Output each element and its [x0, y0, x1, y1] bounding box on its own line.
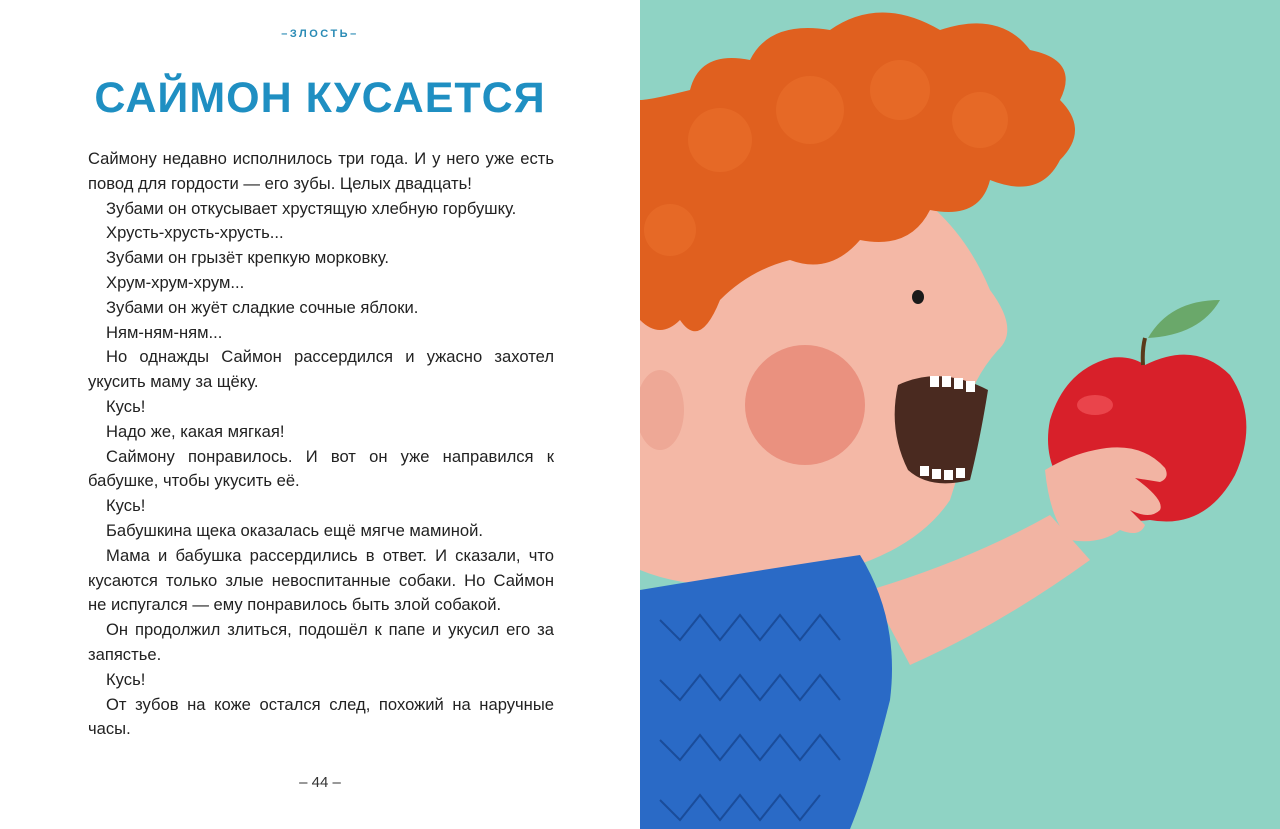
hair-curl: [870, 60, 930, 120]
tooth: [942, 376, 951, 387]
paragraph: Мама и бабушка рассердились в ответ. И сказали, что кусаются только злые невоспитанные собаки. Но Саймон не испугался — ему понравилось быть злой собакой.: [88, 545, 554, 615]
tooth: [920, 466, 929, 476]
tooth: [944, 470, 953, 480]
hair-curl: [952, 92, 1008, 148]
paragraph: Но однажды Саймон рассердился и ужасно захотел укусить маму за щёку.: [88, 347, 554, 392]
tooth: [930, 376, 939, 387]
hair-curl: [776, 76, 844, 144]
paragraph: Кусь!: [106, 496, 146, 516]
story-text: [88, 147, 554, 742]
hair-curl: [644, 204, 696, 256]
hair-curl: [688, 108, 752, 172]
eye: [912, 290, 924, 304]
chapter-title: САЙМОН КУСАЕТСЯ: [94, 74, 546, 122]
tooth: [932, 469, 941, 479]
apple-stem: [1143, 338, 1145, 365]
tooth: [956, 468, 965, 478]
paragraph: Он продолжил злиться, подошёл к папе и укусил его за запястье.: [88, 620, 554, 664]
paragraph: Хрум-хрум-хрум...: [106, 272, 245, 292]
cheek-blush: [745, 345, 865, 465]
paragraph: Саймону понравилось. И вот он уже направился к бабушке, чтобы укусить её.: [88, 446, 554, 491]
page-number: – 44 –: [299, 774, 341, 791]
boy-biting-apple-illustration: [640, 0, 1280, 829]
paragraph: От зубов на коже остался след, похожий на наручные часы.: [88, 694, 554, 739]
illustration-page: [640, 0, 1280, 829]
paragraph: Кусь!: [106, 396, 146, 416]
paragraph: Кусь!: [106, 669, 146, 689]
paragraph: Зубами он откусывает хрустящую хлебную горбушку.: [106, 198, 517, 218]
tooth: [954, 378, 963, 389]
section-label: –ЗЛОСТЬ–: [281, 28, 359, 40]
paragraph: Бабушкина щека оказалась ещё мягче маминой.: [106, 520, 483, 540]
paragraph: Хрусть-хрусть-хрусть...: [106, 223, 284, 243]
paragraph: Надо же, какая мягкая!: [106, 421, 285, 441]
apple-highlight: [1077, 395, 1113, 415]
paragraph: Ням-ням-ням...: [106, 322, 223, 342]
tooth: [966, 381, 975, 392]
paragraph: Зубами он грызёт крепкую морковку.: [106, 248, 389, 268]
paragraph: Зубами он жуёт сладкие сочные яблоки.: [106, 297, 419, 317]
paragraph: Саймону недавно исполнилось три года. И у него уже есть повод для гордости — его зубы. Целых двадцать!: [88, 149, 554, 193]
